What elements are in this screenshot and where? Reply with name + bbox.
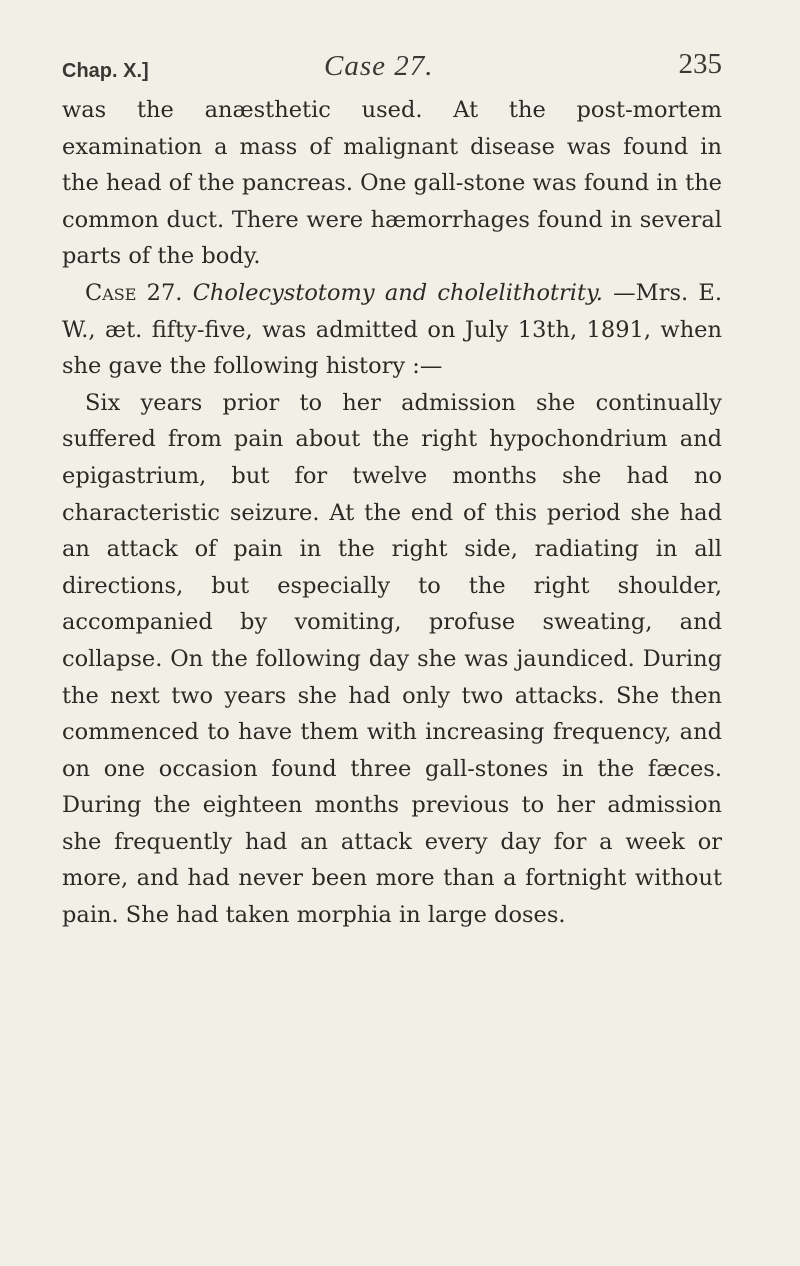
paragraph-2: [62, 275, 722, 385]
running-head: [62, 48, 722, 88]
case-label: Case 27.: [85, 279, 183, 306]
case-title: Cholecystotomy and cholelithotrity.: [192, 279, 603, 306]
page-number: 235: [678, 48, 722, 80]
case-heading: Case 27.: [324, 50, 434, 82]
paragraph-1: was the anæsthetic used. At the post-mortem examination a mass of malignant disease was found in the head of the pancreas. One gall-stone was found in the common duct. There were hæmorrhages found in several parts of the body.: [62, 97, 722, 270]
paragraph-3: Six years prior to her admission she continually suffered from pain about the right hypochondrium and epigastrium, but for twelve months she had no characteristic seizure. At the end of this period she had an attack of pain in the right side, radiating in all directions, but especially to the right shoulder, accompanied by vomiting, profuse sweating, and collapse. On the following day she was jaundiced. During the next two years she had only two attacks. She then commenced to have them with increasing frequency, and on one occasion found three gall-stones in the fæces. During the eighteen months previous to her admission she frequently had an attack every day for a week or more, and had never been more than a fortnight without pain. She had taken morphia in large doses.: [62, 389, 722, 929]
body-text: [62, 92, 722, 934]
chapter-label: Chap. X.]: [62, 60, 149, 82]
paragraph-2-text: —Mrs. E. W., æt. fifty-five, was admitted on July 13th, 1891, when she gave the following history :—: [62, 279, 722, 380]
